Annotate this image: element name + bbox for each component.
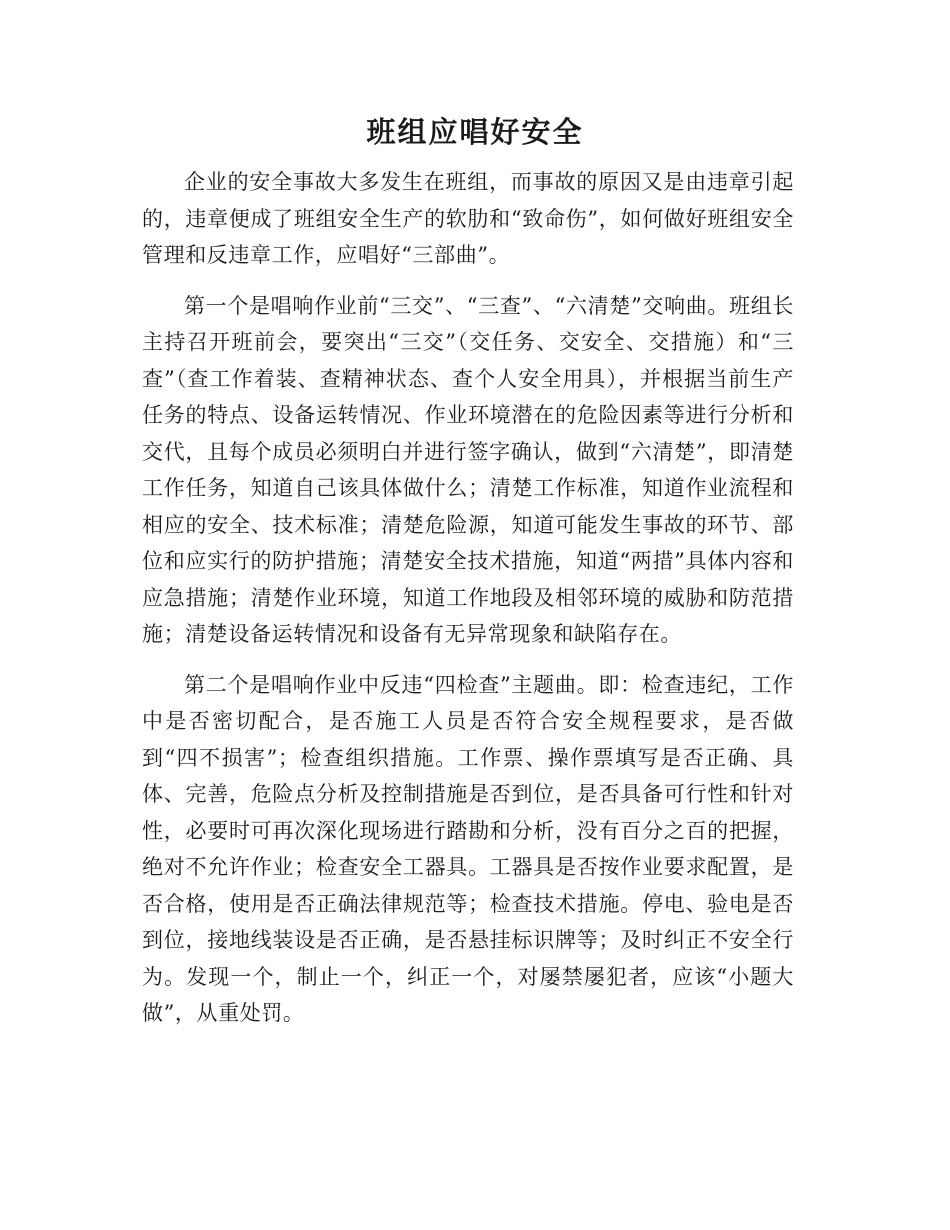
- paragraph-first-part: 第一个是唱响作业前“三交”、“三查”、“六清楚”交响曲。班组长主持召开班前会，要突出“三交”（交任务、交安全、交措施）和“三查”（查工作着装、查精神状态、查个人安全用具），并根据当前生产任务的特点、设备运转情况、作业环境潜在的危险因素等进行分析和交代，且每个成员必须明白并进行签字确认，做到“六清楚”，即清楚工作任务，知道自己该具体做什么；清楚工作标准，知道作业流程和相应的安全、技术标准；清楚危险源，知道可能发生事故的环节、部位和应实行的防护措施；清楚安全技术措施，知道“两措”具体内容和应急措施；清楚作业环境，知道工作地段及相邻环境的威胁和防范措施；清楚设备运转情况和设备有无异常现象和缺陷存在。: [142, 293, 794, 646]
- document-body: [142, 164, 794, 1046]
- paragraph-second-part: 第二个是唱响作业中反违“四检查”主题曲。即：检查违纪，工作中是否密切配合，是否施工人员是否符合安全规程要求，是否做到“四不损害”；检查组织措施。工作票、操作票填写是否正确、具体、完善，危险点分析及控制措施是否到位，是否具备可行性和针对性，必要时可再次深化现场进行踏勘和分析，没有百分之百的把握，绝对不允许作业；检查安全工器具。工器具是否按作业要求配置，是否合格，使用是否正确法律规范等；检查技术措施。停电、验电是否到位，接地线装设是否正确，是否悬挂标识牌等；及时纠正不安全行为。发现一个，制止一个，纠正一个，对屡禁屡犯者，应该“小题大做”，从重处罚。: [142, 672, 794, 1025]
- paragraph-intro: 企业的安全事故大多发生在班组，而事故的原因又是由违章引起的，违章便成了班组安全生产的软肋和“致命伤”，如何做好班组安全管理和反违章工作，应唱好“三部曲”。: [142, 170, 794, 267]
- document-title: 班组应唱好安全: [366, 115, 584, 149]
